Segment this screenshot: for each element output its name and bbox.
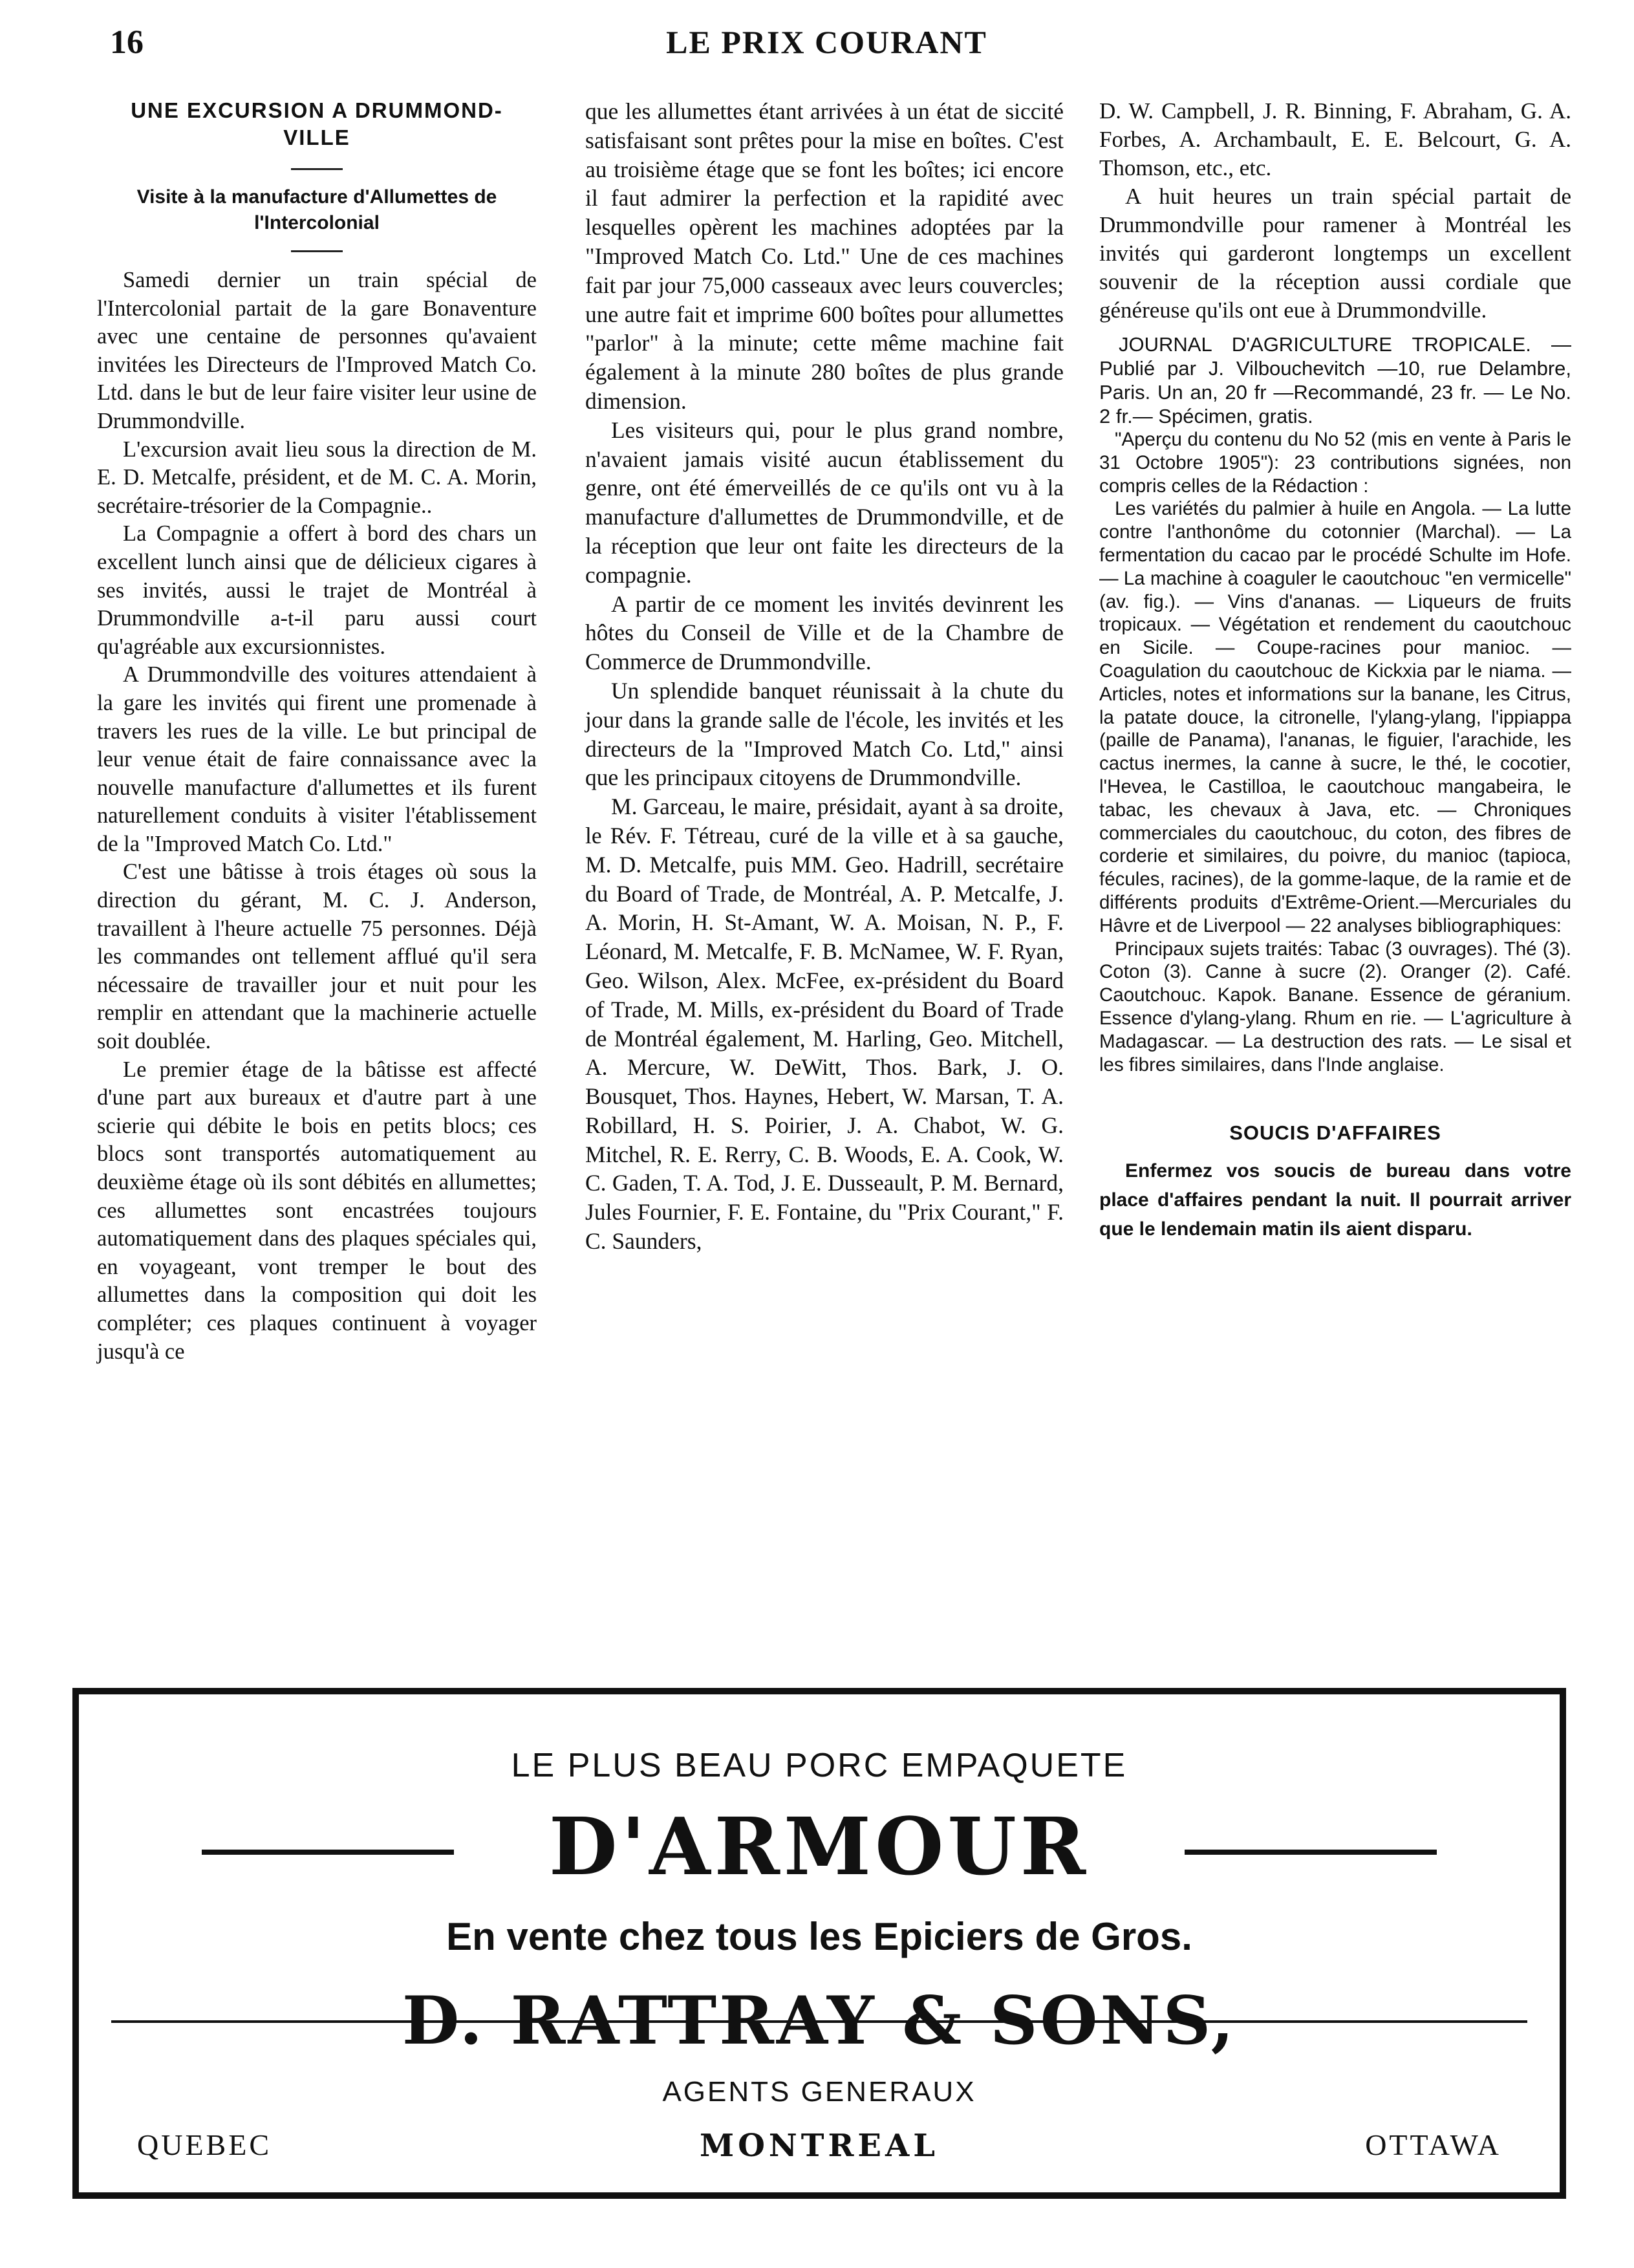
journal-notice-heading: JOURNAL D'AGRICULTURE TROPICALE. — Publié par J. Vilbouchevitch —10, rue Delambre, Paris. Un an, 20 fr —Recommandé, 23 fr. — Le No. 2 fr.— Spécimen, gratis. — [1099, 333, 1571, 427]
ad-city-quebec: QUEBEC — [137, 2128, 272, 2161]
ad-agent-name: D. RATTRAY & SONS, — [402, 1982, 1237, 2060]
article-title: UNE EXCURSION A DRUMMOND- VILLE — [131, 98, 503, 149]
ad-agents-label: AGENTS GENERAUX — [662, 2076, 976, 2108]
journal-paragraph: Les variétés du palmier à huile en Angola. — La lutte contre l'anthonôme du cotonnier (Marchal). — La fermentation du cacao par le procédé Schulte im Hofe. — La machine à coaguler le caoutchouc "en vermicelle" (av. fig.). — Vins d'ananas. — Liqueurs de fruits tropicaux. — Végétation et rendement du caoutchouc en Sicile. — Coupe-racines pour manioc. — Coagulation du caoutchouc de Kickxia par le niama. — Articles, notes et informations sur la banane, les Citrus, la patate douce, la citronelle, l'ylang-ylang, l'ippiappa (paille de Panama), l'ananas, le figuier, l'arachide, les cactus inermes, la canne à sucre, le thé, le cocotier, l'Hevea, le Castilloa, le caoutchouc mangabeira, le tabac, les chevaux à Java, etc. — Chroniques commerciales du caoutchouc, du coton, des fibres de corderie et similaires, du poivre, du manioc (tapioca, fécules, racines), de la gomme-laque, de la ramie et de différents produits d'Extrême-Orient.—Mercuriales du Hâvre et de Liverpool — 22 analyses bibliographiques: — [1099, 498, 1571, 936]
article-paragraph: Un splendide banquet réunissait à la chute du jour dans la grande salle de l'école, les invités et les directeurs de la "Improved Match Co. Ltd," ainsi que les principaux citoyens de Drummondville. — [585, 677, 1064, 791]
page-header — [110, 23, 1543, 69]
soucis-text: Enfermez vos soucis de bureau dans votre place d'affaires pendant la nuit. Il pourrait arriver que le lendemain matin ils aient disparu. — [1099, 1160, 1571, 1240]
ad-agent-row — [111, 1982, 1527, 2060]
journal-paragraph: Principaux sujets traités: Tabac (3 ouvrages). Thé (3). Coton (3). Canne à sucre (2). Oranger (2). Café. Caoutchouc. Kapok. Banane. Essence de géranium. Essence d'ylang-ylang. Rhum en rie. — L'agriculture à Madagascar. — La destruction des rats. — Le sisal et les fibres similaires, dans l'Inde anglaise. — [1099, 938, 1571, 1075]
article-paragraph: Samedi dernier un train spécial de l'Intercolonial partait de la gare Bonaventure avec une centaine de personnes qu'avaient invitées les Directeurs de l'Improved Match Co. Ltd. dans le but de leur faire visiter leur usine de Drummondville. — [97, 268, 537, 433]
ad-brand-row — [202, 1800, 1437, 1893]
journal-paragraph: "Aperçu du contenu du No 52 (mis en vente à Paris le 31 Octobre 1905"): 23 contributions signées, non compris celles de la Rédaction : — [1099, 429, 1571, 497]
publication-title: LE PRIX COURANT — [666, 24, 987, 60]
article-paragraph: A partir de ce moment les invités devinrent les hôtes du Conseil de Ville et de la Chambre de Commerce de Drummondville. — [585, 590, 1064, 675]
subtitle-rule — [291, 250, 343, 252]
article-paragraph: La Compagnie a offert à bord des chars un excellent lunch ainsi que de délicieux cigares à ses invités, aussi le trajet de Montréal à Drummondville a-t-il paru aussi court qu'agréable aux excursionnistes. — [97, 521, 537, 659]
article-paragraph: Le premier étage de la bâtisse est affecté d'une part aux bureaux et d'autre part à une scierie qui débite le bois en petits blocs; ces blocs sont transportés automatiquement au deuxième étage où ils sont débités en allumettes; ces allumettes sont encastrées toujours automatiquement dans des plaques spéciales qui, en voyageant, vont tremper le bout des allumettes dans la composition qui doit les compléter; ces plaques continuent à voyager jusqu'à ce — [97, 1057, 537, 1364]
advertisement-box — [72, 1688, 1566, 2199]
page-number: 16 — [110, 24, 144, 61]
ad-city-montreal: MONTREAL — [699, 2128, 939, 2164]
column-1 — [97, 97, 537, 1366]
soucis-title: SOUCIS D'AFFAIRES — [1229, 1121, 1441, 1145]
ad-city-ottawa: OTTAWA — [1365, 2128, 1501, 2161]
article-paragraph: A huit heures un train spécial partait de Drummondville pour ramener à Montréal les invités qui garderont longtemps un excellent souvenir de la réception aussi cordiale que généreuse qu'ils ont eue à Drummondville. — [1099, 184, 1571, 323]
title-rule — [291, 168, 343, 170]
article-paragraph: Les visiteurs qui, pour le plus grand nombre, n'avaient jamais visité aucun établissement du genre, ont été émerveillés de ce qu'ils ont vu à la manufacture d'allumettes de Drummondville, et de la réception que leur ont faite les directeurs de la compagnie. — [585, 416, 1064, 588]
article-paragraph: A Drummondville des voitures attendaient à la gare les invités qui firent une promenade à travers les rues de la ville. Le but principal de leur venue était de faire connaissance avec la nouvelle manufacture d'allumettes et ils furent naturellement conduits à visiter l'établissement de la "Improved Match Co. Ltd." — [97, 662, 537, 856]
column-3 — [1099, 97, 1571, 1244]
column-2 — [585, 97, 1064, 1256]
ad-sale-line: En vente chez tous les Epiciers de Gros. — [446, 1915, 1192, 1958]
article-paragraph: L'excursion avait lieu sous la direction de M. E. D. Metcalfe, président, et de M. C. A. Morin, secrétaire-trésorier de la Compagnie.. — [97, 437, 537, 518]
article-paragraph: D. W. Campbell, J. R. Binning, F. Abraham, G. A. Forbes, A. Archambault, E. E. Belcourt, G. A. Thomson, etc., etc. — [1099, 98, 1571, 180]
article-paragraph: M. Garceau, le maire, présidait, ayant à sa droite, le Rév. F. Tétreau, curé de la ville et à sa gauche, M. D. Metcalfe, puis MM. Geo. Hadrill, secrétaire du Board of Trade, de Montréal, A. P. Metcalfe, J. A. Morin, H. St-Amant, W. A. Moisan, N. P., F. Léonard, M. Metcalfe, F. B. McNamee, W. F. Ryan, Geo. Wilson, Alex. McFee, ex-président du Board of Trade, M. Mills, ex-président du Board of Trade de Montréal également, M. Harling, Geo. Mitchell, A. Mercure, W. DeWitt, Thos. Bark, J. O. Bousquet, Thos. Haynes, Hebert, W. Marsan, T. A. Robillard, H. S. Poirier, J. A. Chabot, W. G. Mitchel, R. E. Rerry, C. B. Woods, E. A. Cook, W. C. Gaden, T. A. Tod, J. E. Dusseault, P. M. Bernard, Jules Fournier, F. E. Fontaine, du "Prix Courant," F. C. Saunders, — [585, 794, 1064, 1255]
article-paragraph: C'est une bâtisse à trois étages où sous la direction du gérant, M. C. J. Anderson, travaillent à l'heure actuelle 75 personnes. Déjà les commandes ont tellement afflué qu'il sera nécessaire de travailler jour et nuit pour les remplir en attendant que la machinerie actuelle soit doublée. — [97, 859, 537, 1054]
article-paragraph: que les allumettes étant arrivées à un état de siccité satisfaisant sont prêtes pour la mise en boîtes. C'est au troisième étage que se font les boîtes; ici encore il faut admirer la perfection et la rapidité avec lesquelles opèrent les machines adoptées par la "Improved Match Co. Ltd." Une de ces machines fait par jour 75,000 casseaux avec leurs couvercles; une autre fait et imprime 600 boîtes pour allumettes "parlor" à la minute; cette même machine fait également à la minute 280 boîtes de plus grande dimension. — [585, 98, 1064, 414]
ad-brand-name: D'ARMOUR — [548, 1800, 1090, 1893]
ad-tagline: LE PLUS BEAU PORC EMPAQUETE — [511, 1747, 1128, 1784]
article-subtitle: Visite à la manufacture d'Allumettes de l'Intercolonial — [136, 186, 497, 233]
